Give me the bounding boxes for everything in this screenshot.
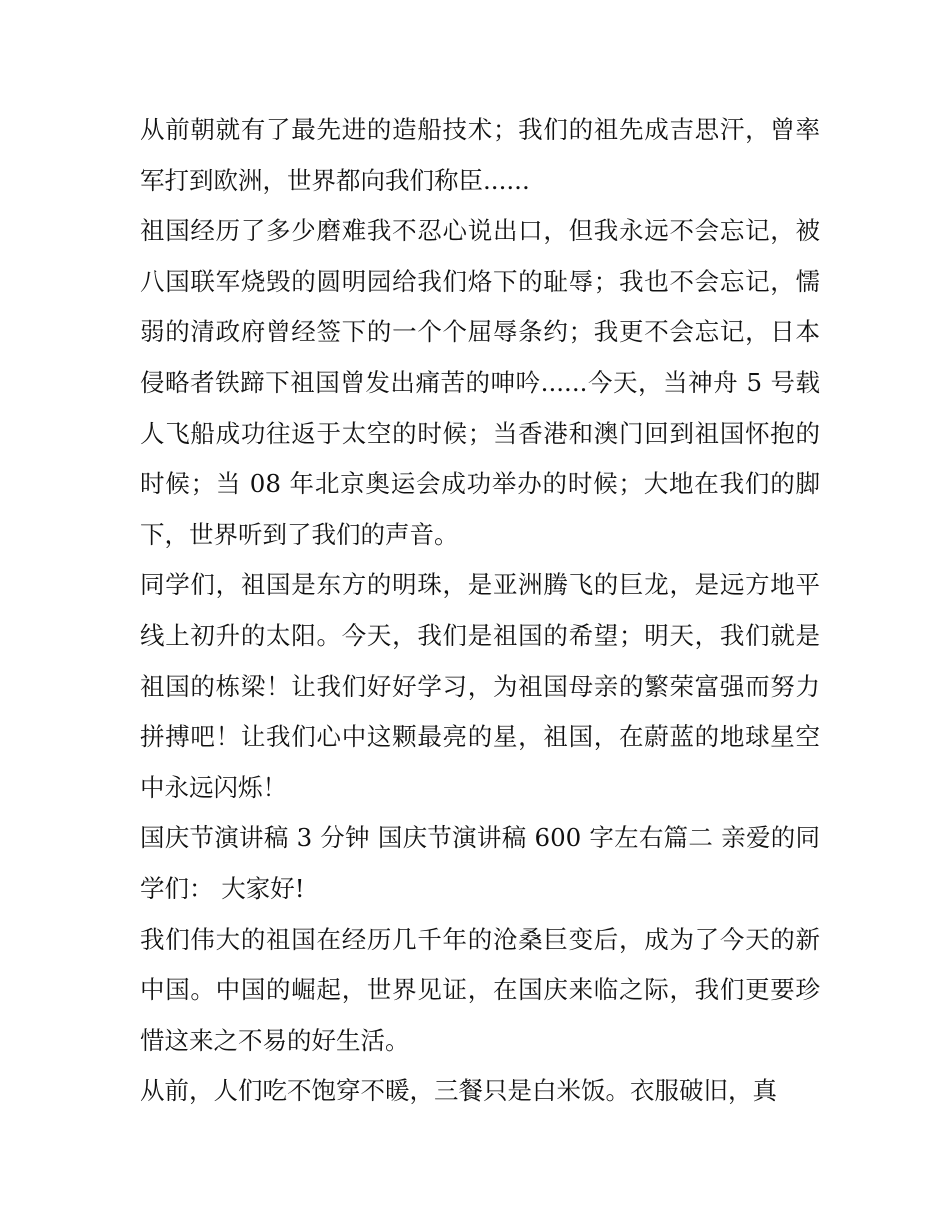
paragraph-2: 祖国经历了多少磨难我不忍心说出口，但我永远不会忘记，被八国联军烧毁的圆明园给我们烙下的耻辱；我也不会忘记，懦弱的清政府曾经签下的一个个屈辱条约；我更不会忘记，日本侵略者铁蹄下祖国曾发出痛苦的呻吟......今天，当神舟 5 号载人飞船成功往返于太空的时候；当香港和澳门回到祖国怀抱的时候；当 08 年北京奥运会成功举办的时候；大地在我们的脚下，世界听到了我们的声音。 bbox=[140, 216, 820, 549]
document-body bbox=[140, 105, 820, 1117]
paragraph-5: 我们伟大的祖国在经历几千年的沧桑巨变后，成为了今天的新中国。中国的崛起，世界见证，在国庆来临之际，我们更要珍惜这来之不易的好生活。 bbox=[140, 924, 820, 1055]
paragraph-6: 从前，人们吃不饱穿不暖，三餐只是白米饭。衣服破旧，真 bbox=[140, 1076, 777, 1106]
paragraph-3: 同学们，祖国是东方的明珠，是亚洲腾飞的巨龙，是远方地平线上初升的太阳。今天，我们是祖国的希望；明天，我们就是祖国的栋梁！让我们好好学习，为祖国母亲的繁荣富强而努力拼搏吧！让我们心中这颗最亮的星，祖国，在蔚蓝的地球星空中永远闪烁！ bbox=[140, 570, 820, 802]
paragraph-1: 从前朝就有了最先进的造船技术；我们的祖先成吉思汗，曾率军打到欧洲，世界都向我们称臣...... bbox=[140, 115, 820, 195]
paragraph-4: 国庆节演讲稿 3 分钟 国庆节演讲稿 600 字左右篇二 亲爱的同学们： 大家好! bbox=[140, 823, 820, 903]
